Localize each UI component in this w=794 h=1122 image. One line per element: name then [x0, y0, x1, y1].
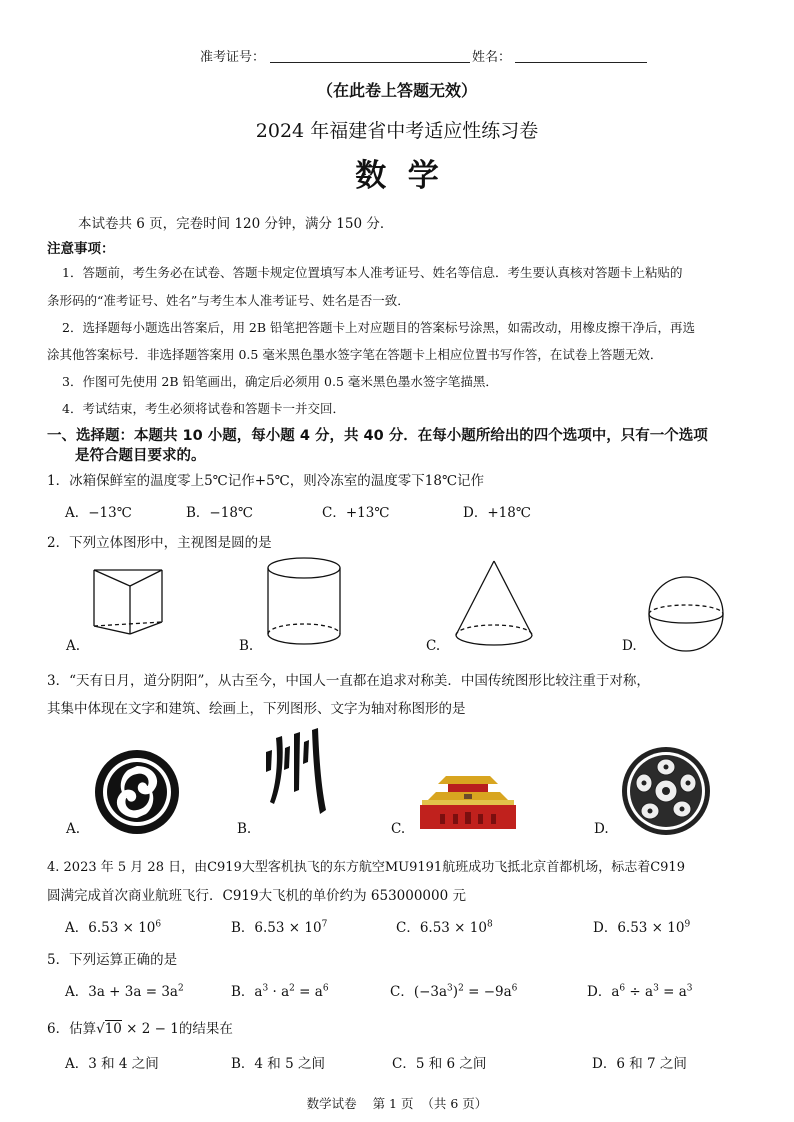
- q3-option-d: D.: [594, 821, 609, 837]
- q1-option-d: D．+18℃: [463, 505, 531, 521]
- note-4: 4．考试结束，考生必须将试卷和答题卡一并交回．: [62, 401, 345, 416]
- q2-option-b: B.: [239, 638, 254, 654]
- q6-option-a: A．3 和 4 之间: [65, 1056, 159, 1072]
- q1-stem: 1．冰箱保鲜室的温度零上5℃记作+5℃，则冷冻室的温度零下18℃记作: [47, 473, 485, 489]
- cylinder-figure: [262, 556, 346, 646]
- invalid-notice: （在此卷上答题无效）: [316, 81, 477, 100]
- q4-option-a: A．$6.53 \times 10^6$: [65, 919, 162, 936]
- q2-option-c: C.: [426, 638, 441, 654]
- q4-stem-line-2: 圆满完成首次商业航班飞行．C919大飞机的单价约为 653000000 元: [47, 888, 466, 904]
- q1-option-c: C．+13℃: [322, 505, 390, 521]
- q5-option-b: B．$a^3 \cdot a^2 = a^6$: [231, 983, 329, 1000]
- q1-option-a: A．−13℃: [65, 505, 132, 521]
- q1-option-b: B．−18℃: [186, 505, 254, 521]
- name-blank: [515, 62, 647, 63]
- q2-option-d: D.: [622, 638, 637, 654]
- note-2-line-2: 涂其他答案标号．非选择题答案用 0.5 毫米黑色墨水签字笔在答题卡上相应位置书写作答，在试卷上答题无效．: [47, 347, 663, 362]
- note-3: 3．作图可先使用 2B 铅笔画出，确定后必须用 0.5 毫米黑色墨水签字笔描黑．: [62, 374, 498, 389]
- q4-option-b: B．$6.53 \times 10^7$: [231, 919, 328, 936]
- q6-option-d: D．6 和 7 之间: [592, 1056, 687, 1072]
- note-1-line-1: 1．答题前，考生务必在试卷、答题卡规定位置填写本人准考证号、姓名等信息．考生要认真核对答题卡上粘贴的: [62, 265, 683, 280]
- sqrt-sign-icon: √: [96, 1021, 105, 1037]
- sphere-figure: [646, 574, 726, 654]
- q6-stem: 6．估算√10 × 2 − 1的结果在: [47, 1021, 233, 1037]
- q3-option-b: B.: [237, 821, 252, 837]
- q5-stem: 5．下列运算正确的是: [47, 952, 178, 968]
- q3-option-a: A.: [66, 821, 81, 837]
- intro-text: 本试卷共 6 页，完卷时间 120 分钟，满分 150 分．: [78, 216, 394, 232]
- q3-stem-line-1: 3．“天有日月，道分阴阳”，从古至今，中国人一直都在追求对称美．中国传统图形比较注重于对称，: [47, 673, 650, 689]
- subject-title: 数 学: [355, 158, 439, 194]
- ticket-number-label: 准考证号：: [200, 50, 266, 65]
- q4-option-d: D．$6.53 \times 10^9$: [593, 919, 691, 936]
- notes-heading: 注意事项：: [47, 241, 115, 257]
- cone-figure: [452, 559, 536, 649]
- triangular-prism-figure: [88, 566, 168, 638]
- q6-option-b: B．4 和 5 之间: [231, 1056, 325, 1072]
- tiananmen-gate-figure: [416, 770, 520, 830]
- page-footer: 数学试卷 第 1 页 （共 6 页）: [306, 1096, 488, 1111]
- note-2-line-1: 2．选择题每小题选出答案后，用 2B 铅笔把答题卡上对应题目的答案标号涂黑，如需改动，用橡皮擦干净后，再选: [62, 320, 696, 335]
- section-1-heading-line-2: 是符合题目要求的。: [75, 448, 206, 464]
- q2-option-a: A.: [66, 638, 81, 654]
- q4-stem-line-1: 4. 2023 年 5 月 28 日，由C919大型客机执飞的东方航空MU9191航班成功飞抵北京首都机场，标志着C919: [47, 860, 685, 875]
- q5-option-c: C．$(-3a^3)^2 = -9a^6$: [390, 983, 518, 1000]
- q3-stem-line-2: 其集中体现在文字和建筑、绘画上，下列图形、文字为轴对称图形的是: [47, 701, 466, 717]
- exam-title: 2024 年福建省中考适应性练习卷: [255, 120, 539, 142]
- section-1-heading-line-1: 一、选择题：本题共 10 小题，每小题 4 分，共 40 分．在每小题所给出的四个选项中，只有一个选项: [47, 428, 708, 444]
- note-1-line-2: 条形码的“准考证号、姓名”与考生本人准考证号、姓名是否一致．: [47, 293, 410, 308]
- q5-option-a: A．$3a + 3a = 3a^2$: [65, 983, 184, 1000]
- q3-option-c: C.: [391, 821, 406, 837]
- name-label: 姓名：: [472, 50, 512, 65]
- q5-option-d: D．$a^6 \div a^3 = a^3$: [587, 983, 693, 1000]
- q2-stem: 2．下列立体图形中，主视图是圆的是: [47, 535, 272, 551]
- flower-ornament-medallion-figure: [620, 745, 712, 837]
- ticket-number-blank: [270, 62, 470, 63]
- zhou-character-figure: [258, 728, 328, 816]
- q6-option-c: C．5 和 6 之间: [392, 1056, 487, 1072]
- q4-option-c: C．$6.53 \times 10^8$: [396, 919, 493, 936]
- cloud-pattern-medallion-figure: [92, 748, 182, 836]
